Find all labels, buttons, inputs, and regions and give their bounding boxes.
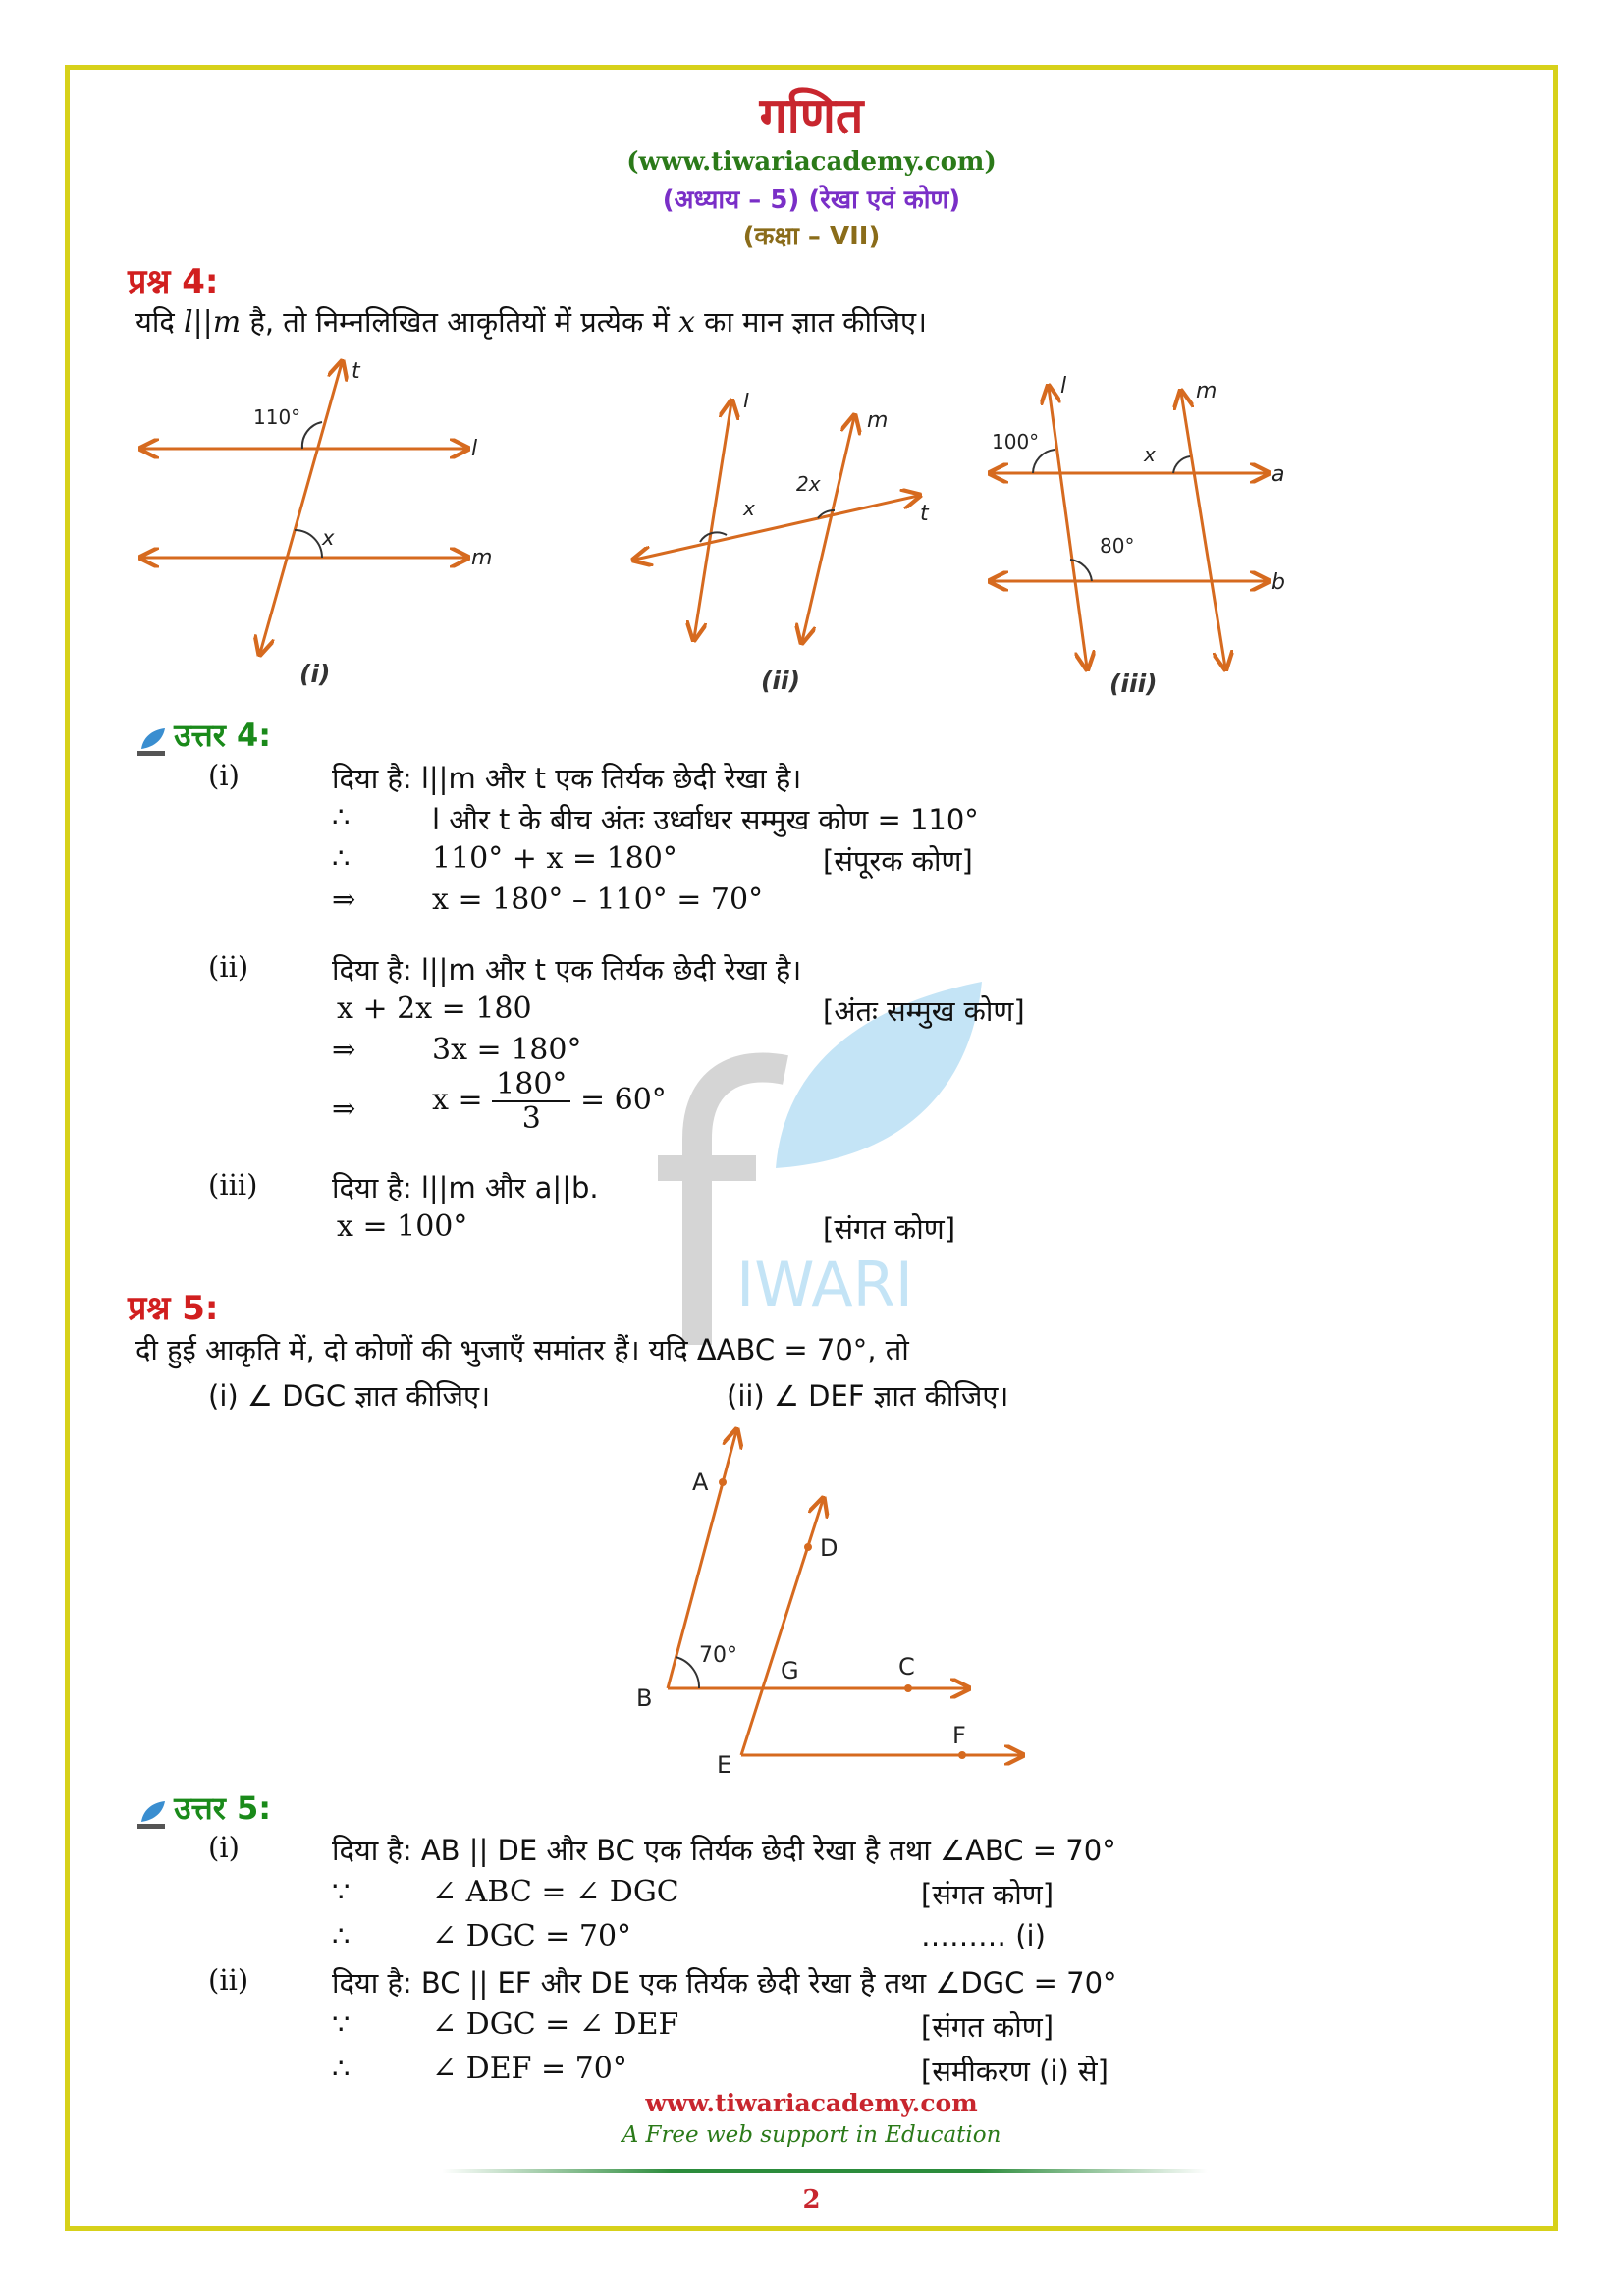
line-l: [694, 402, 731, 638]
a4-ii-s3-rhs: = 60°: [579, 1083, 667, 1117]
q4-text-post: का मान ज्ञात कीजिए।: [694, 305, 928, 339]
label-t: t: [920, 502, 929, 526]
a4-ii-s1-reason: [अंतः सम्मुख कोण]: [823, 994, 1025, 1028]
ray-ED: [741, 1500, 823, 1755]
a5-ii-s1-sym: ∵: [332, 2007, 351, 2041]
q4-x: x: [678, 305, 695, 340]
answer-4-heading-row: [135, 714, 271, 759]
label-l: l: [1060, 374, 1067, 399]
label-m: m: [1196, 379, 1217, 403]
label-E: E: [717, 1751, 732, 1779]
label-B: B: [636, 1684, 653, 1712]
a4-ii-s2-sym: ⇒: [332, 1033, 356, 1066]
a5-ii-s2-sym: ∴: [332, 2052, 351, 2085]
fraction-denominator: 3: [521, 1101, 541, 1136]
line-m: [1181, 393, 1225, 667]
a5-ii-s1: ∠ DGC = ∠ DEF: [432, 2007, 679, 2042]
a4-iii-s1: x = 100°: [337, 1209, 468, 1244]
q4-l: l: [183, 305, 193, 340]
a5-i-label: (i): [208, 1831, 240, 1864]
label-b: b: [1271, 570, 1285, 595]
question-5-part-i: (i) ∠ DGC ज्ञात कीजिए।: [208, 1379, 491, 1413]
class-label: (कक्षा – VII): [742, 222, 881, 251]
header-site-url[interactable]: (www.tiwariacademy.com): [626, 147, 997, 177]
point-C: [904, 1684, 912, 1692]
a5-ii-s1-reason: [संगत कोण]: [921, 2010, 1055, 2044]
a4-i-s3: x = 180° – 110° = 70°: [432, 882, 764, 917]
answer-5-heading: उत्तर 5:: [174, 1789, 272, 1827]
label-l: l: [471, 437, 478, 461]
label-m: m: [867, 408, 889, 433]
angle-70-arc: [676, 1657, 699, 1688]
a5-ii-s2-reason: [समीकरण (i) से]: [921, 2055, 1109, 2088]
a4-i-given: दिया है: l||m और t एक तिर्यक छेदी रेखा है।: [332, 762, 802, 795]
label-x: x: [1144, 443, 1156, 466]
a5-ii-s2: ∠ DEF = 70°: [432, 2052, 627, 2086]
a4-ii-s2: 3x = 180°: [432, 1033, 582, 1067]
a4-i-s3-sym: ⇒: [332, 882, 356, 916]
figure-q4-ii: [623, 393, 947, 707]
answer-4-heading: उत्तर 4:: [174, 717, 272, 754]
footer-site-link[interactable]: www.tiwariacademy.com: [645, 2089, 978, 2117]
a4-ii-label: (ii): [208, 950, 249, 984]
a4-iii-label: (iii): [208, 1168, 258, 1201]
label-t: t: [352, 359, 360, 384]
a5-i-given: दिया है: AB || DE और BC एक तिर्यक छेदी रेखा है तथा ∠ABC = 70°: [332, 1834, 1116, 1867]
label-a: a: [1271, 462, 1285, 487]
a4-i-s1: l और t के बीच अंतः उर्ध्वाधर सम्मुख कोण = 110°: [432, 803, 979, 836]
a4-iii-s1-reason: [संगत कोण]: [823, 1212, 956, 1246]
a4-i-s2-sym: ∴: [332, 841, 351, 875]
a5-i-s1: ∠ ABC = ∠ DGC: [432, 1875, 679, 1909]
q4-m: m: [212, 305, 242, 340]
a5-i-s1-reason: [संगत कोण]: [921, 1878, 1055, 1911]
figure-q5: [628, 1421, 1041, 1785]
a5-i-s2: ∠ DGC = 70°: [432, 1919, 632, 1953]
question-5-part-ii: (ii) ∠ DEF ज्ञात कीजिए।: [727, 1379, 1009, 1413]
a4-ii-s3: [432, 1068, 667, 1135]
a4-i-s2: 110° + x = 180°: [432, 841, 677, 876]
label-110: 110°: [253, 405, 301, 429]
question-5-text: दी हुई आकृति में, दो कोणों की भुजाएँ समांतर हैं। यदि ΔABC = 70°, तो: [135, 1333, 909, 1366]
caption-i: (i): [299, 660, 331, 688]
tiwari-logo-icon: [135, 1798, 169, 1832]
a4-ii-s1: x + 2x = 180: [337, 991, 532, 1026]
footer-tagline: A Free web support in Education: [622, 2122, 1001, 2148]
q4-parallel: ||: [192, 305, 213, 340]
point-D: [804, 1543, 812, 1551]
angle-x-arc: [295, 530, 322, 558]
a5-i-s2-sym: ∴: [332, 1919, 351, 1952]
figure-q4-i: [128, 353, 511, 697]
label-x: x: [322, 526, 335, 550]
a5-i-s2-reason: ……… (i): [921, 1919, 1046, 1952]
label-100: 100°: [992, 430, 1040, 454]
label-A: A: [692, 1468, 709, 1496]
point-F: [958, 1751, 966, 1759]
label-D: D: [820, 1534, 839, 1562]
question-5-heading: प्रश्न 5:: [128, 1289, 219, 1328]
question-4-text: [135, 302, 927, 341]
line-l: [1049, 388, 1087, 667]
question-4-heading: प्रश्न 4:: [128, 262, 219, 301]
chapter-label: (अध्याय – 5) (रेखा एवं कोण): [662, 186, 961, 215]
a4-ii-given: दिया है: l||m और t एक तिर्यक छेदी रेखा है।: [332, 953, 802, 987]
a4-i-label: (i): [208, 759, 240, 792]
line-t: [635, 496, 918, 560]
label-80: 80°: [1100, 534, 1135, 558]
a5-i-s1-sym: ∵: [332, 1875, 351, 1908]
tiwari-logo-icon: [135, 725, 169, 759]
page-title: गणित: [759, 87, 864, 144]
angle-x-arc: [1173, 456, 1190, 473]
a4-ii-s3-sym: ⇒: [332, 1092, 356, 1125]
fraction-numerator: 180°: [492, 1068, 570, 1102]
caption-ii: (ii): [761, 667, 800, 695]
label-G: G: [781, 1657, 799, 1684]
label-2x: 2x: [796, 472, 821, 496]
watermark-text: IWARI: [736, 1249, 913, 1320]
label-F: F: [952, 1722, 966, 1749]
point-A: [719, 1478, 727, 1486]
a5-ii-label: (ii): [208, 1963, 249, 1997]
label-m: m: [471, 546, 493, 570]
a4-i-s1-sym: ∴: [332, 800, 351, 833]
fraction: [492, 1068, 570, 1135]
label-l: l: [743, 393, 750, 413]
a5-ii-given: दिया है: BC || EF और DE एक तिर्यक छेदी रेखा है तथा ∠DGC = 70°: [332, 1966, 1117, 2000]
label-70: 70°: [699, 1643, 737, 1668]
q4-text-mid: है, तो निम्नलिखित आकृतियों में प्रत्येक में: [241, 305, 679, 339]
q4-text-pre: यदि: [135, 305, 184, 339]
a4-ii-s3-lhs: x =: [432, 1083, 483, 1117]
page-number: 2: [802, 2185, 821, 2215]
label-x: x: [743, 497, 755, 520]
answer-5-heading-row: [135, 1787, 271, 1832]
label-C: C: [898, 1653, 915, 1681]
line-m: [802, 417, 854, 641]
footer-divider: [442, 2169, 1208, 2173]
a4-i-s2-reason: [संपूरक कोण]: [823, 844, 973, 878]
figure-q4-iii: [982, 373, 1316, 712]
caption-iii: (iii): [1109, 669, 1158, 698]
a4-iii-given: दिया है: l||m और a||b.: [332, 1171, 599, 1204]
